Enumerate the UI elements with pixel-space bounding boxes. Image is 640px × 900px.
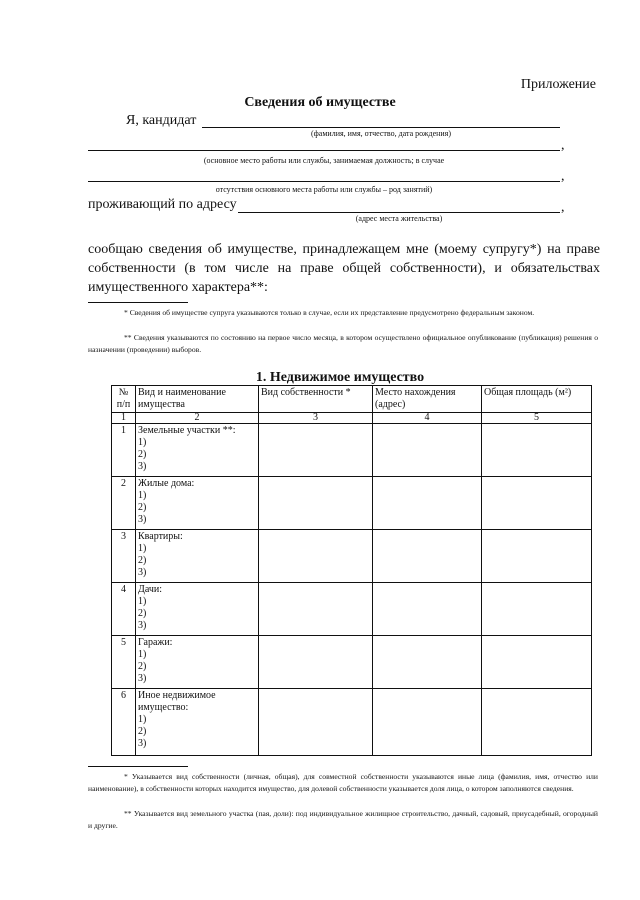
comma-2: , [561,169,565,184]
footnote-bottom-2: ** Указывается вид земельного участка (пая, доли): под индивидуальное жилищное строительство, дачный, садовый, приусадебный, огородный и другие. [88,809,598,830]
col-number: 2 [136,413,259,424]
list-item: 3) [138,738,147,749]
occupation-line[interactable] [88,181,560,182]
footnote-divider-top [88,302,188,303]
list-item: 3) [138,673,147,684]
row-label: Земельные участки **: [138,425,236,436]
col-header-area: Общая площадь (м²) [482,386,592,413]
candidate-label: Я, кандидат [126,113,197,128]
list-item: 1) [138,596,147,607]
ownership-cell[interactable] [259,636,373,689]
list-item: 3) [138,514,147,525]
footnote-bottom-1: * Указывается вид собственности (личная, общая), для совместной собственности указываются иные лица (фамилия, имя, отчество или наименование), в собственности которых находится имущество, для долевой собственности указывается доля лица, о котором заполняются сведения. [88,772,598,793]
col-number: 1 [112,413,136,424]
list-item: 2) [138,502,147,513]
list-item: 1) [138,714,147,725]
appendix-label: Приложение [520,77,596,92]
row-number: 4 [112,583,136,636]
table-row [112,477,592,530]
work-hint-2: отсутствия основного места работы или службы – род занятий) [215,185,433,194]
row-label-cell[interactable] [136,636,259,689]
comma-1: , [561,138,565,153]
ownership-cell[interactable] [259,689,373,756]
list-item: 3) [138,620,147,631]
ownership-cell[interactable] [259,477,373,530]
column-number-row [112,413,592,424]
row-label-cell[interactable] [136,689,259,756]
col-header-kind: Вид и наименование имущества [136,386,259,413]
row-number: 5 [112,636,136,689]
address-line[interactable] [238,212,560,213]
row-label: Иное недвижимое имущество: [138,690,216,713]
ownership-cell[interactable] [259,424,373,477]
location-cell[interactable] [373,689,482,756]
paragraph-line-1: сообщаю сведения об имуществе, принадлежащем мне (моему супругу*) на праве [88,242,600,257]
col-number: 4 [373,413,482,424]
row-label: Квартиры: [138,531,183,542]
area-cell[interactable] [482,636,592,689]
list-item: 2) [138,449,147,460]
location-cell[interactable] [373,424,482,477]
ownership-cell[interactable] [259,530,373,583]
list-item: 1) [138,437,147,448]
declaration-paragraph [88,240,600,297]
location-cell[interactable] [373,530,482,583]
col-header-location: Место нахождения (адрес) [373,386,482,413]
location-cell[interactable] [373,583,482,636]
document-title: Сведения об имуществе [244,95,396,110]
col-number: 5 [482,413,592,424]
paragraph-line-2: собственности (в том числе на праве общей собственности), и обязательствах [88,261,600,276]
row-label-cell[interactable] [136,477,259,530]
address-label: проживающий по адресу [88,197,237,212]
address-hint: (адрес места жительства) [355,214,443,223]
list-item: 3) [138,461,147,472]
row-label-cell[interactable] [136,424,259,477]
table-header-row [112,386,592,413]
col-header-num: № п/п [112,386,136,413]
area-cell[interactable] [482,530,592,583]
table-row [112,530,592,583]
list-item: 2) [138,726,147,737]
list-item: 2) [138,661,147,672]
paragraph-line-3: имущественного характера**: [88,280,268,295]
row-label: Гаражи: [138,637,173,648]
ownership-cell[interactable] [259,583,373,636]
row-label-cell[interactable] [136,583,259,636]
location-cell[interactable] [373,636,482,689]
area-cell[interactable] [482,477,592,530]
section-title: 1. Недвижимое имущество [255,370,425,385]
col-number: 3 [259,413,373,424]
candidate-name-line[interactable] [202,127,560,128]
col-header-ownership: Вид собственности * [259,386,373,413]
table-row [112,583,592,636]
footnote-top-2: ** Сведения указываются по состоянию на первое число месяца, в котором осуществлено официальное опубликование (публикация) решения о назначении (проведении) выборов. [88,333,598,354]
area-cell[interactable] [482,689,592,756]
name-hint: (фамилия, имя, отчество, дата рождения) [310,129,452,138]
list-item: 1) [138,490,147,501]
list-item: 2) [138,608,147,619]
list-item: 1) [138,649,147,660]
footnote-divider-bottom [88,766,188,767]
footnote-top-1: * Сведения об имуществе супруга указываются только в случае, если их представление предусмотрено федеральным законом. [124,308,535,317]
work-line[interactable] [88,150,560,151]
list-item: 2) [138,555,147,566]
table-row [112,424,592,477]
list-item: 1) [138,543,147,554]
work-hint: (основное место работы или службы, занимаемая должность; в случае [203,156,445,165]
row-number: 2 [112,477,136,530]
comma-3: , [561,200,565,215]
row-label: Жилые дома: [138,478,195,489]
table-row [112,636,592,689]
real-estate-table [111,385,592,756]
row-number: 1 [112,424,136,477]
table-row [112,689,592,756]
row-label-cell[interactable] [136,530,259,583]
location-cell[interactable] [373,477,482,530]
area-cell[interactable] [482,424,592,477]
area-cell[interactable] [482,583,592,636]
row-label: Дачи: [138,584,163,595]
row-number: 6 [112,689,136,756]
list-item: 3) [138,567,147,578]
row-number: 3 [112,530,136,583]
